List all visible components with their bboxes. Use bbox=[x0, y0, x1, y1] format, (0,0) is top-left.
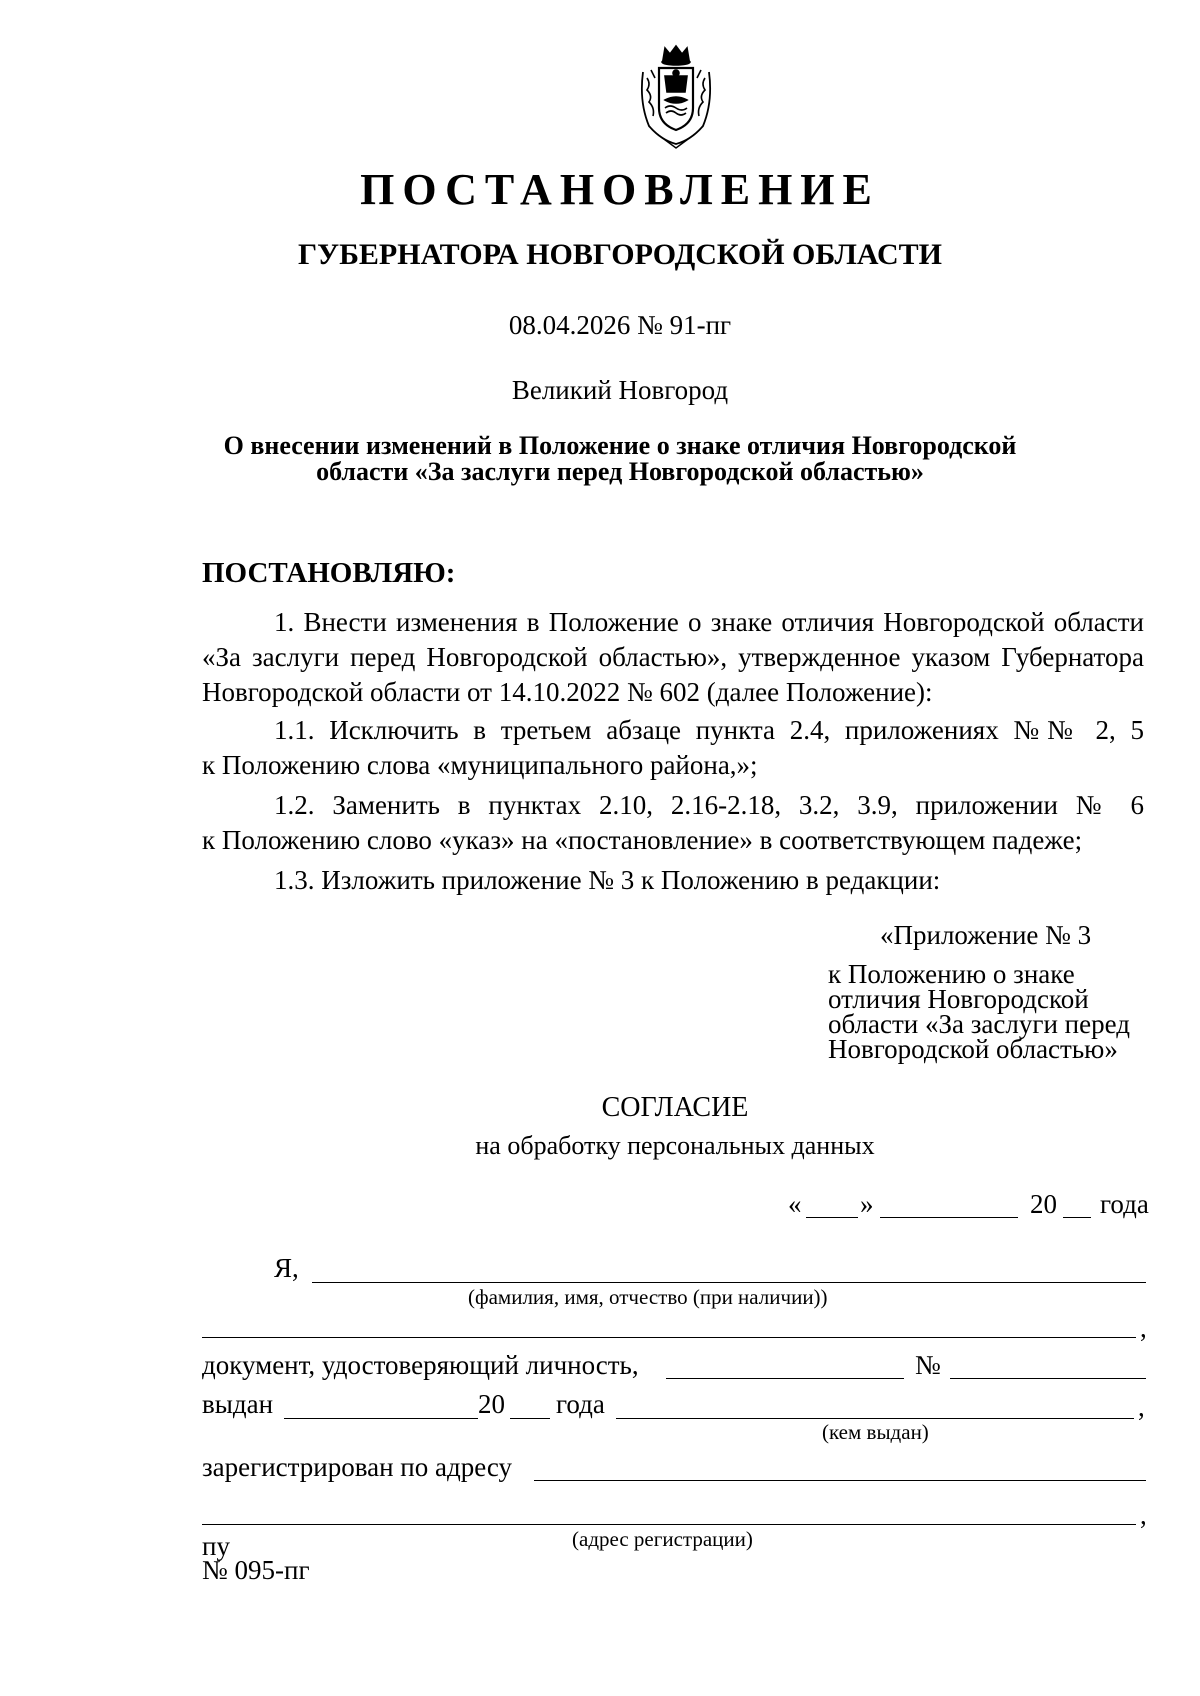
address-caption: (адрес регистрации) bbox=[572, 1527, 753, 1551]
city: Великий Новгород bbox=[511, 375, 729, 405]
full-name-caption: (фамилия, имя, отчество (при наличии)) bbox=[468, 1285, 828, 1309]
id-number-field[interactable] bbox=[950, 1378, 1146, 1379]
issued-date-field[interactable] bbox=[284, 1418, 478, 1419]
appendix-title: «Приложение № 3 bbox=[880, 920, 1092, 950]
paragraph-1-1-line-1: 1.1. Исключить в третьем абзаце пункта 2.4, приложениях №№ 2, 5 bbox=[274, 715, 1144, 745]
heading-line-2: области «За заслуги перед Новгородской областью» bbox=[316, 457, 924, 486]
coat-of-arms-emblem bbox=[635, 42, 717, 152]
paragraph-1-2-line-2: к Положению слово «указ» на «постановление» в соответствующем падеже; bbox=[202, 825, 1083, 855]
year-prefix: 20 bbox=[1030, 1189, 1057, 1219]
paragraph-1-text: 1. Внести изменения в Положение о знаке отличия Новгородской области «За заслуги перед Новгородской областью», утвержденное указом Губернатора Новгородской области от 14.10.2022 № 602 (далее Положение): bbox=[202, 607, 1144, 707]
issued-year-prefix: 20 bbox=[478, 1389, 505, 1419]
year-blank[interactable] bbox=[1063, 1217, 1091, 1218]
paragraph-1 bbox=[202, 605, 1144, 710]
date-open-quote: « bbox=[788, 1189, 802, 1219]
date-and-number: 08.04.2026 № 91-пг bbox=[508, 310, 732, 340]
id-document-field[interactable] bbox=[666, 1378, 904, 1379]
day-blank[interactable] bbox=[806, 1217, 858, 1218]
full-name-field[interactable] bbox=[312, 1282, 1146, 1283]
paragraph-1-2-line-1: 1.2. Заменить в пунктах 2.10, 2.16-2.18, 3.2, 3.9, приложении № 6 bbox=[274, 790, 1144, 820]
heading-line-1: О внесении изменений в Положение о знаке отличия Новгородской bbox=[223, 431, 1017, 460]
consent-subtitle: на обработку персональных данных bbox=[475, 1131, 875, 1160]
consent-title: СОГЛАСИЕ bbox=[601, 1092, 749, 1123]
appendix-body: к Положению о знаке отличия Новгородской области «За заслуги перед Новгородской областью» bbox=[828, 959, 1130, 1064]
comma-1: , bbox=[1140, 1313, 1147, 1343]
issued-year-word: года bbox=[556, 1389, 605, 1419]
issued-by-field[interactable] bbox=[616, 1418, 1134, 1419]
issued-year-field[interactable] bbox=[510, 1418, 550, 1419]
issued-label: выдан bbox=[202, 1389, 274, 1419]
decree-word: ПОСТАНОВЛЯЮ: bbox=[202, 557, 456, 589]
code-line-2: № 095-пг bbox=[202, 1555, 310, 1585]
month-blank[interactable] bbox=[880, 1217, 1018, 1218]
full-name-continuation-field[interactable] bbox=[202, 1337, 1136, 1338]
document-title: ПОСТАНОВЛЕНИЕ bbox=[360, 165, 880, 214]
address-field[interactable] bbox=[534, 1480, 1146, 1481]
paragraph-1-1-line-2: к Положению слова «муниципального района,»; bbox=[202, 750, 758, 780]
comma-3: , bbox=[1140, 1500, 1147, 1530]
address-label: зарегистрирован по адресу bbox=[202, 1452, 512, 1482]
issuer-subtitle: ГУБЕРНАТОРА НОВГОРОДСКОЙ ОБЛАСТИ bbox=[297, 238, 943, 271]
i-label: Я, bbox=[274, 1253, 299, 1283]
issued-by-caption: (кем выдан) bbox=[822, 1420, 929, 1444]
address-continuation-field[interactable] bbox=[202, 1524, 1136, 1525]
document-code bbox=[202, 1531, 310, 1585]
code-line-1: пу bbox=[202, 1531, 230, 1561]
number-sign: № bbox=[915, 1350, 941, 1380]
id-document-label: документ, удостоверяющий личность, bbox=[202, 1350, 639, 1380]
date-close-quote: » bbox=[860, 1189, 874, 1219]
year-word: года bbox=[1100, 1189, 1149, 1219]
comma-2: , bbox=[1138, 1392, 1145, 1422]
paragraph-1-3: 1.3. Изложить приложение № 3 к Положению в редакции: bbox=[274, 865, 941, 895]
document-heading bbox=[0, 433, 1200, 485]
